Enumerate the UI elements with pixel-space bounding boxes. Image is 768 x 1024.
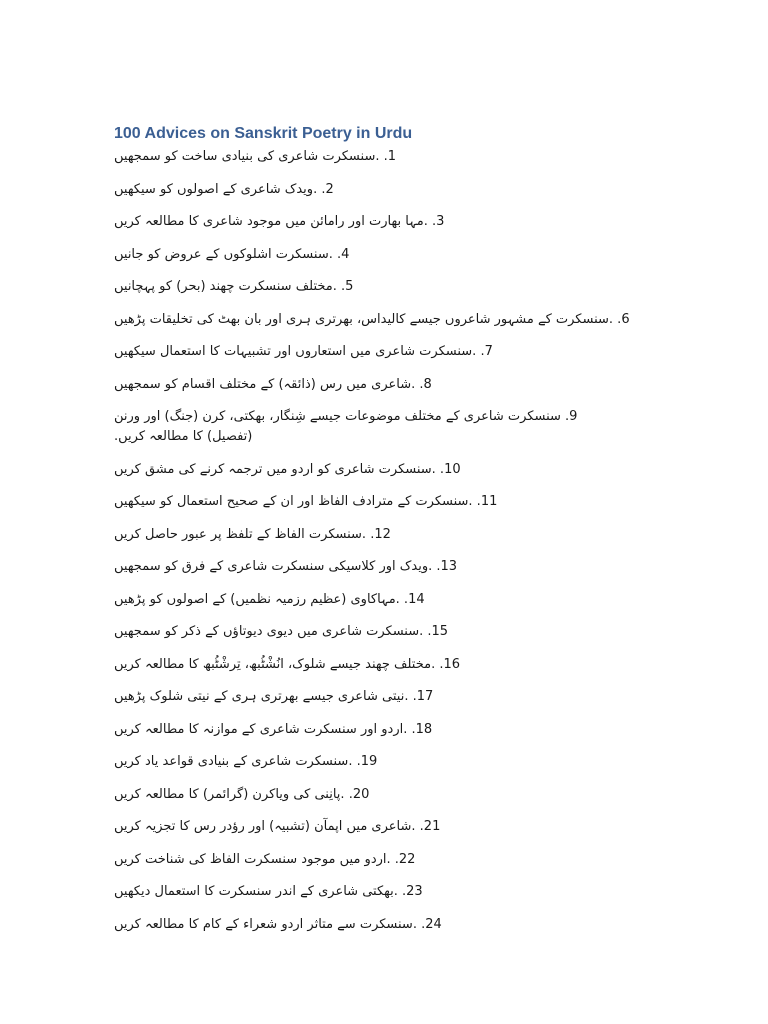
list-item-text: 24. .سنسکرت سے متاثر اردو شعراء کے کام کا مطالعہ کریں <box>114 916 442 932</box>
list-item-text: 10. .سنسکرت شاعری کو اردو میں ترجمہ کرنے کی مشق کریں <box>114 461 461 477</box>
advice-list <box>114 147 674 947</box>
list-item-text: 14. .مہاکاوی (عظیم رزمیہ نظمیں) کے اصولوں کو پڑھیں <box>114 591 425 607</box>
list-item <box>114 915 674 935</box>
list-item <box>114 882 674 902</box>
list-item <box>114 342 674 362</box>
list-item-text: 9. سنسکرت شاعری کے مختلف موضوعات جیسے شِنگار، بھکتی، کرن (جنگ) اور ورنن (تفصیل) کا مطالعہ کریں. <box>114 409 578 444</box>
list-item <box>114 687 674 707</box>
list-item-text: 5. .مختلف سنسکرت چھند (بحر) کو پہچانیں <box>114 279 354 294</box>
list-item <box>114 850 674 870</box>
list-item-text: 2. .ویدک شاعری کے اصولوں کو سیکھیں <box>114 181 334 197</box>
list-item-text: 19. .سنسکرت شاعری کے بنیادی قواعد یاد کریں <box>114 754 378 769</box>
list-item <box>114 180 674 200</box>
list-item-text: 4. .سنسکرت اشلوکوں کے عروض کو جانیں <box>114 246 350 262</box>
list-item-text: 3. .مہا بھارت اور رامائن میں موجود شاعری کا مطالعہ کریں <box>114 214 445 229</box>
list-item <box>114 492 674 512</box>
document-title: 100 Advices on Sanskrit Poetry in Urdu <box>114 125 413 142</box>
list-item-text: 16. .مختلف چھند جیسے شلوک، انُشْٹُبھ، تِرشْٹُبھ کا مطالعہ کریں <box>114 656 461 672</box>
list-item-text: 13. .ویدک اور کلاسیکی سنسکرت شاعری کے فرق کو سمجھیں <box>114 559 458 574</box>
list-item <box>114 720 674 740</box>
list-item <box>114 785 674 805</box>
list-item-text: 23. .بھکتی شاعری کے اندر سنسکرت کا استعمال دیکھیں <box>114 884 423 899</box>
list-item <box>114 557 674 577</box>
list-item-text: 22. .اردو میں موجود سنسکرت الفاظ کی شناخت کریں <box>114 851 416 867</box>
list-item <box>114 655 674 675</box>
list-item <box>114 817 674 837</box>
list-item <box>114 590 674 610</box>
list-item <box>114 375 674 395</box>
list-item <box>114 407 624 447</box>
list-item-text: 11. .سنسکرت کے مترادف الفاظ اور ان کے صحیح استعمال کو سیکھیں <box>114 494 498 509</box>
list-item-text: 6. .سنسکرت کے مشہور شاعروں جیسے کالیداس، بھرتری ہری اور بان بھٹ کی تخلیقات پڑھیں <box>114 311 630 327</box>
list-item <box>114 245 674 265</box>
list-item-text: 21. .شاعری میں اپمآن (تشبیہ) اور رؤدر رس کا تجزیہ کریں <box>114 819 441 834</box>
list-item-text: 8. .شاعری میں رس (ذائقہ) کے مختلف اقسام کو سمجھیں <box>114 376 432 392</box>
list-item <box>114 622 674 642</box>
list-item-text: 7. .سنسکرت شاعری میں استعاروں اور تشبیہات کا استعمال سیکھیں <box>114 344 493 359</box>
list-item-text: 12. .سنسکرت الفاظ کے تلفظ پر عبور حاصل کریں <box>114 526 391 542</box>
list-item-text: 15. .سنسکرت شاعری میں دیوی دیوتاؤں کے ذکر کو سمجھیں <box>114 624 449 639</box>
list-item <box>114 310 674 330</box>
list-item <box>114 460 674 480</box>
list-item-text: 18. .اردو اور سنسکرت شاعری کے موازنہ کا مطالعہ کریں <box>114 721 433 737</box>
list-item <box>114 212 674 232</box>
list-item-text: 20. .پانِنی کی ویاکرن (گرائمر) کا مطالعہ کریں <box>114 786 370 802</box>
list-item <box>114 752 674 772</box>
list-item <box>114 277 674 297</box>
list-item-text: 17. .نیتی شاعری جیسے بھرتری ہری کے نیتی شلوک پڑھیں <box>114 689 434 704</box>
list-item-text: 1. .سنسکرت شاعری کی بنیادی ساخت کو سمجھیں <box>114 149 397 164</box>
list-item <box>114 525 674 545</box>
list-item <box>114 147 674 167</box>
